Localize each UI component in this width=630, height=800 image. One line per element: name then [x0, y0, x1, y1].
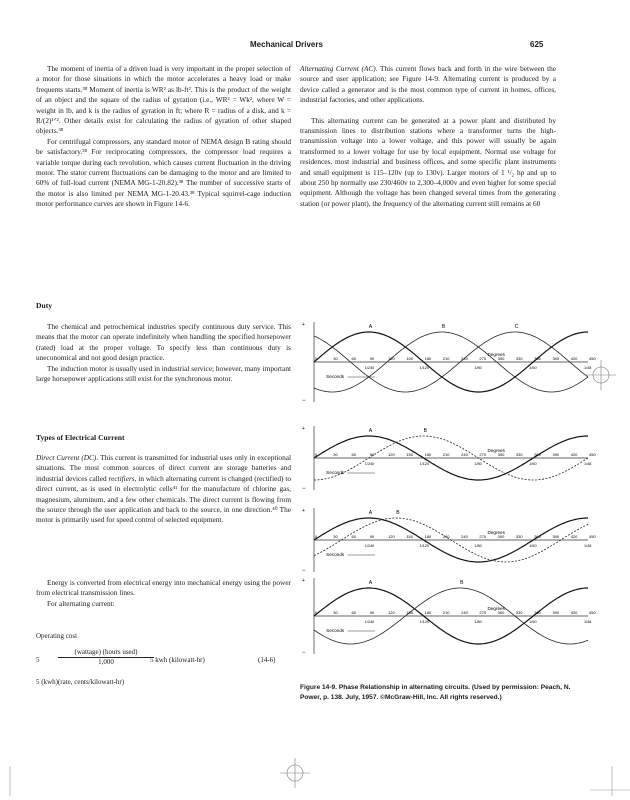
- wave-label: B: [396, 510, 400, 516]
- time-tick-label: 1/240: [364, 462, 375, 466]
- dc-text-a: This current is transmitted for industrial uses only in exceptional situations. The most common sources of direct current are storage batteries and industrial devices called: [36, 453, 291, 483]
- degree-tick-label: 60: [351, 452, 356, 457]
- dc-label: Direct Current (DC).: [36, 453, 99, 462]
- wave-label: B: [423, 428, 427, 434]
- wave-label: B: [460, 580, 464, 586]
- degree-tick-label: 450: [589, 534, 596, 539]
- degree-tick-label: 240: [461, 356, 468, 361]
- page-number: 625: [530, 40, 544, 49]
- time-tick-label: 1/240: [364, 544, 375, 548]
- degree-tick-label: 0: [315, 610, 318, 615]
- degree-tick-label: 390: [552, 452, 560, 457]
- seconds-label: Seconds: [326, 470, 345, 475]
- dc-text-b: in which alternating current is changed (rectified) to direct current, as is used in electrolytic cells⁴¹ for the manufacture of chlorine gas, magnesium, aluminum, and a few other chemicals. The direct current is flowing from the source through the user application and back to the source, in one direction.⁴⁰ The motor is primarily used for speed control of selected equipment.: [36, 473, 291, 525]
- degree-tick-label: 0: [315, 452, 318, 457]
- left-column-top: [36, 64, 291, 210]
- right-column-top: [300, 64, 556, 209]
- degree-tick-label: 330: [515, 452, 523, 457]
- degree-tick-label: 390: [552, 610, 560, 615]
- degree-tick-label: 0: [315, 356, 318, 361]
- paragraph-ac-intro: This current flows back and forth in the wire between the source and user application; see Figure 14-9. Alternating current is produced by a device called a generator and is the most common type of current in homes, offices, industrial factories, and other applications.: [300, 64, 557, 105]
- wave-label: A: [368, 324, 373, 330]
- time-tick-label: 1/60: [529, 366, 537, 370]
- degree-tick-label: 90: [369, 452, 375, 457]
- degree-tick-label: 360: [534, 534, 541, 539]
- degree-tick-label: 240: [461, 452, 468, 457]
- degree-tick-label: 330: [515, 534, 523, 539]
- duty-heading: Duty: [36, 301, 53, 310]
- time-tick-label: 1/60: [529, 620, 537, 624]
- degree-tick-label: 90: [369, 534, 375, 539]
- time-tick-label: 1/48: [584, 544, 592, 548]
- paragraph-moment-of-inertia: The moment of inertia of a driven load is very important in the proper selection of a motor for those situations in which the motor accelerates a heavy load or make frequents starts.³⁸ Moment of inertia is WR² as lb-ft². This is the product of the weight of an object and the square of the radius of gyration (i.e., WR² = Wk², where W = weight in lb, and k is the radius of gyration in ft; where R = radius of a disk, and k = R/(2)¹ᐟ². Other details exist for calculating the radius of gyration of other shaped objects.³⁸: [36, 64, 291, 136]
- time-tick-label: 1/240: [364, 366, 375, 370]
- paragraph-duty: The chemical and petrochemical industries specify continuous duty service. This means that the motor can operate indefinitely when handling the specified horsepower (rated) load at the proper voltage. To specify less than continuous duty is uneconomical and not good design practice.: [36, 322, 291, 363]
- degrees-label: Degrees: [487, 352, 505, 357]
- degree-tick-label: 330: [515, 356, 523, 361]
- equation-denominator: 1,000: [98, 658, 114, 666]
- time-tick-label: 1/240: [364, 620, 375, 624]
- seconds-label: Seconds: [326, 628, 345, 633]
- degree-tick-label: 240: [461, 610, 468, 615]
- wave-label: A: [368, 428, 373, 434]
- degree-tick-label: 420: [570, 452, 578, 457]
- degree-tick-label: 390: [552, 534, 560, 539]
- degree-tick-label: 30: [333, 534, 338, 539]
- registration-mark-right: [586, 360, 616, 390]
- rectifiers-term: rectifiers,: [108, 473, 137, 483]
- degree-tick-label: 120: [388, 452, 395, 457]
- paragraph-energy: Energy is converted from electrical energy into mechanical energy using the power from electrical transmission lines.: [36, 578, 291, 598]
- degree-tick-label: 30: [333, 610, 338, 615]
- degree-tick-label: 180: [424, 452, 432, 457]
- time-tick-label: 1/48: [584, 366, 592, 370]
- equation-rhs: 5 kwh (kilowatt-hr): [150, 656, 205, 664]
- energy-section: [36, 578, 291, 609]
- degree-tick-label: 30: [333, 356, 338, 361]
- time-tick-label: 1/120: [419, 544, 430, 548]
- degree-tick-label: 90: [369, 356, 375, 361]
- time-tick-label: 1/60: [529, 544, 537, 548]
- wave-label: B: [441, 324, 446, 330]
- degree-tick-label: 450: [589, 356, 596, 361]
- ac-label: Alternating Current (AC).: [300, 64, 378, 73]
- degree-tick-label: 420: [570, 356, 578, 361]
- time-tick-label: 1/60: [529, 462, 537, 466]
- dc-section: [36, 453, 291, 526]
- degree-tick-label: 270: [479, 452, 487, 457]
- figure-caption: Figure 14-9. Phase Relationship in alternating circuits. (Used by permission: Peach, N. Power, p. 138. July, 1957. ©McGraw-Hill, Inc. All rights reserved.): [300, 684, 571, 701]
- degree-tick-label: 420: [570, 534, 578, 539]
- minus-sign: −: [302, 486, 306, 492]
- degree-tick-label: 300: [497, 534, 505, 539]
- paragraph-ac-distribution: This alternating current can be generated at a power plant and distributed by transmission lines to distribution stations where a transformer turns the high-transmission voltage into a lower voltage, and this power will usually be again transformed to a lower voltage for use by local equipment. Normal use voltage for residences, most industrial and business offices, and some specific plant instruments and small equipment is 115–120v (up to 130v). Larger motors of 1 ¹/₂ hp and up to about 250 hp normally use 230/460v to 2,300–4,000v and even higher for some special equipment. Although the voltage has been changed several times from the generating station (or power plant), the frequency of the alternating current still remains at 60: [300, 115, 556, 208]
- duty-section: [36, 322, 291, 384]
- equation-numerator: (wattage) (hours used): [74, 648, 138, 656]
- time-tick-label: 1/120: [419, 620, 430, 624]
- degree-tick-label: 210: [442, 452, 450, 457]
- degrees-label: Degrees: [487, 530, 505, 535]
- plus-sign: +: [302, 426, 305, 432]
- degree-tick-label: 240: [461, 534, 468, 539]
- seconds-label: Seconds: [326, 552, 345, 557]
- minus-sign: −: [302, 650, 306, 656]
- paragraph-induction-motor: The induction motor is usually used in industrial service; however, many important large horsepower applications still exist for the synchronous motor.: [36, 363, 291, 384]
- degree-tick-label: 0: [315, 534, 318, 539]
- degree-tick-label: 30: [333, 452, 338, 457]
- degree-tick-label: 150: [406, 452, 414, 457]
- minus-sign: −: [302, 568, 306, 574]
- degree-tick-label: 360: [534, 356, 541, 361]
- degree-tick-label: 360: [534, 610, 541, 615]
- degree-tick-label: 360: [534, 452, 541, 457]
- time-tick-label: 1/80: [474, 366, 482, 370]
- crop-marks-bottom: [0, 760, 630, 800]
- time-tick-label: 1/48: [584, 620, 592, 624]
- degrees-label: Degrees: [487, 448, 505, 453]
- wave-label: A: [368, 580, 373, 586]
- degree-tick-label: 60: [351, 610, 356, 615]
- degree-tick-label: 180: [424, 534, 432, 539]
- degree-tick-label: 300: [497, 452, 505, 457]
- plus-sign: +: [302, 578, 305, 584]
- degree-tick-label: 120: [388, 610, 395, 615]
- operating-cost-label: Operating cost: [36, 632, 78, 640]
- degree-tick-label: 390: [552, 356, 560, 361]
- wave-label: C: [514, 324, 519, 330]
- running-header-title: Mechanical Drivers: [250, 40, 323, 49]
- degree-tick-label: 180: [424, 610, 432, 615]
- plus-sign: +: [302, 322, 305, 328]
- degree-tick-label: 60: [351, 534, 356, 539]
- phase-relationship-figure: [296, 318, 596, 674]
- time-tick-label: 1/80: [474, 620, 482, 624]
- equation-two: 5 (kwh)(rate, cents/kilowatt-hr): [36, 678, 125, 686]
- degree-tick-label: 210: [442, 534, 450, 539]
- degree-tick-label: 300: [497, 356, 505, 361]
- degree-tick-label: 450: [589, 452, 596, 457]
- degrees-label: Degrees: [487, 606, 505, 611]
- equation-number: (14-6): [258, 656, 276, 664]
- time-tick-label: 1/80: [474, 462, 482, 466]
- degree-tick-label: 60: [351, 356, 356, 361]
- degree-tick-label: 120: [388, 356, 395, 361]
- degree-tick-label: 270: [479, 610, 487, 615]
- types-heading: Types of Electrical Current: [36, 433, 125, 442]
- degree-tick-label: 120: [388, 534, 395, 539]
- degree-tick-label: 90: [369, 610, 375, 615]
- equation-five: 5: [36, 656, 40, 664]
- degree-tick-label: 270: [479, 356, 487, 361]
- degree-tick-label: 150: [406, 356, 414, 361]
- degree-tick-label: 420: [570, 610, 578, 615]
- time-tick-label: 1/120: [419, 462, 430, 466]
- wave-label: A: [368, 510, 373, 516]
- time-tick-label: 1/120: [419, 366, 430, 370]
- paragraph-ac-formula-intro: For alternating current:: [47, 598, 115, 608]
- time-tick-label: 1/48: [584, 462, 592, 466]
- minus-sign: −: [302, 398, 306, 404]
- degree-tick-label: 210: [442, 356, 450, 361]
- degree-tick-label: 270: [479, 534, 487, 539]
- equation-fraction: [58, 648, 154, 666]
- plus-sign: +: [302, 508, 305, 514]
- degree-tick-label: 300: [497, 610, 505, 615]
- degree-tick-label: 330: [515, 610, 523, 615]
- degree-tick-label: 150: [406, 610, 414, 615]
- degree-tick-label: 150: [406, 534, 414, 539]
- time-tick-label: 1/80: [474, 544, 482, 548]
- degree-tick-label: 450: [589, 610, 596, 615]
- seconds-label: Seconds: [326, 374, 345, 379]
- paragraph-compressors: For centrifugal compressors, any standard motor of NEMA design B rating should be satisfactory.³⁸ For reciprocating compressors, the compressor load requires a variable torque during each revolution, which causes current fluctuation in the driving motor. The stator current fluctuations can be damaging to the motor and are limited to 60% of full-load current (NEMA MG-1-20.82).³⁸ The number of successive starts of the motor is also limited per NEMA MG-1-20.43.³⁸ Typical squirrel-cage induction motor performance curves are shown in Figure 14-6.: [36, 136, 291, 209]
- degree-tick-label: 210: [442, 610, 450, 615]
- degree-tick-label: 180: [424, 356, 432, 361]
